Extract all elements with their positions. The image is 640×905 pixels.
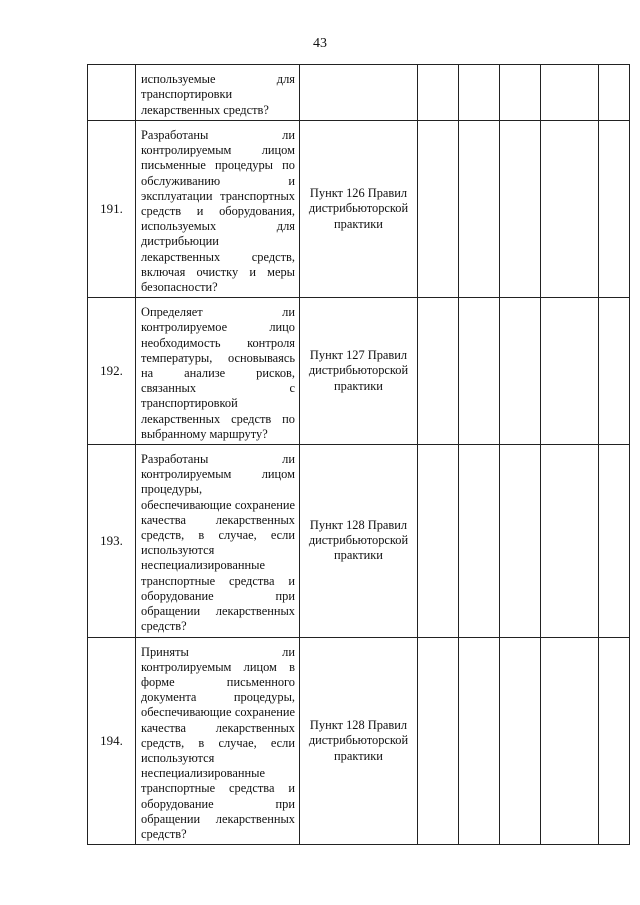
answer-na-cell bbox=[500, 637, 541, 845]
answer-no-cell bbox=[459, 445, 500, 637]
table-row bbox=[88, 445, 630, 637]
table-row bbox=[88, 65, 630, 121]
answer-no-cell bbox=[459, 121, 500, 298]
question-cell bbox=[136, 298, 300, 445]
reference-text: Пункт 126 Правил дистрибьюторской практики bbox=[308, 186, 409, 231]
note-cell bbox=[541, 121, 599, 298]
reference-cell bbox=[300, 637, 418, 845]
note-cell bbox=[541, 637, 599, 845]
table-row bbox=[88, 121, 630, 298]
extra-cell bbox=[599, 637, 630, 845]
checklist-table bbox=[87, 64, 630, 845]
table-row bbox=[88, 637, 630, 845]
reference-cell bbox=[300, 121, 418, 298]
row-number: 191. bbox=[88, 121, 136, 298]
reference-cell bbox=[300, 445, 418, 637]
answer-na-cell bbox=[500, 445, 541, 637]
row-number: 193. bbox=[88, 445, 136, 637]
reference-text: Пункт 128 Правил дистрибьюторской практики bbox=[308, 517, 409, 563]
extra-cell bbox=[599, 121, 630, 298]
question-text: Разработаны ли контролируемым лицом процедуры, обеспечивающие сохранение качества лекарственных средств, в случае, если используются неспециализированные транспортные средства и оборудование при обращении лекарственных средств? bbox=[141, 452, 295, 634]
reference-cell bbox=[300, 65, 418, 121]
row-number: 192. bbox=[88, 298, 136, 445]
answer-na-cell bbox=[500, 298, 541, 445]
answer-yes-cell bbox=[418, 445, 459, 637]
reference-cell bbox=[300, 298, 418, 445]
note-cell bbox=[541, 298, 599, 445]
question-text: Определяет ли контролируемое лицо необходимость контроля температуры, основываясь на анализе рисков, связанных с транспортировкой лекарственных средств по выбранному маршруту? bbox=[141, 305, 295, 441]
note-cell bbox=[541, 65, 599, 121]
answer-no-cell bbox=[459, 298, 500, 445]
answer-no-cell bbox=[459, 65, 500, 121]
question-cell bbox=[136, 121, 300, 298]
reference-text: Пункт 128 Правил дистрибьюторской практики bbox=[308, 717, 409, 763]
note-cell bbox=[541, 445, 599, 637]
question-text: Разработаны ли контролируемым лицом письменные процедуры по обслуживанию и эксплуатации транспортных средств и оборудования, используемых для дистрибьюции лекарственных средств, включая очистку и меры безопасности? bbox=[141, 128, 295, 295]
page-number: 43 bbox=[313, 36, 327, 51]
table-row bbox=[88, 298, 630, 445]
row-number bbox=[88, 65, 136, 121]
answer-yes-cell bbox=[418, 298, 459, 445]
question-text: Приняты ли контролируемым лицом в форме письменного документа процедуры, обеспечивающие сохранение качества лекарственных средств, в случае, если используются неспециализированные транспортные средства и оборудование при обращении лекарственных средств? bbox=[141, 644, 295, 841]
question-cell bbox=[136, 637, 300, 845]
reference-text: Пункт 127 Правил дистрибьюторской практики bbox=[308, 348, 409, 393]
question-cell bbox=[136, 65, 300, 121]
answer-no-cell bbox=[459, 637, 500, 845]
extra-cell bbox=[599, 65, 630, 121]
answer-yes-cell bbox=[418, 65, 459, 121]
extra-cell bbox=[599, 298, 630, 445]
question-text: используемые для транспортировки лекарственных средств? bbox=[141, 72, 295, 117]
answer-yes-cell bbox=[418, 637, 459, 845]
question-cell bbox=[136, 445, 300, 637]
extra-cell bbox=[599, 445, 630, 637]
answer-na-cell bbox=[500, 65, 541, 121]
answer-na-cell bbox=[500, 121, 541, 298]
row-number: 194. bbox=[88, 637, 136, 845]
answer-yes-cell bbox=[418, 121, 459, 298]
